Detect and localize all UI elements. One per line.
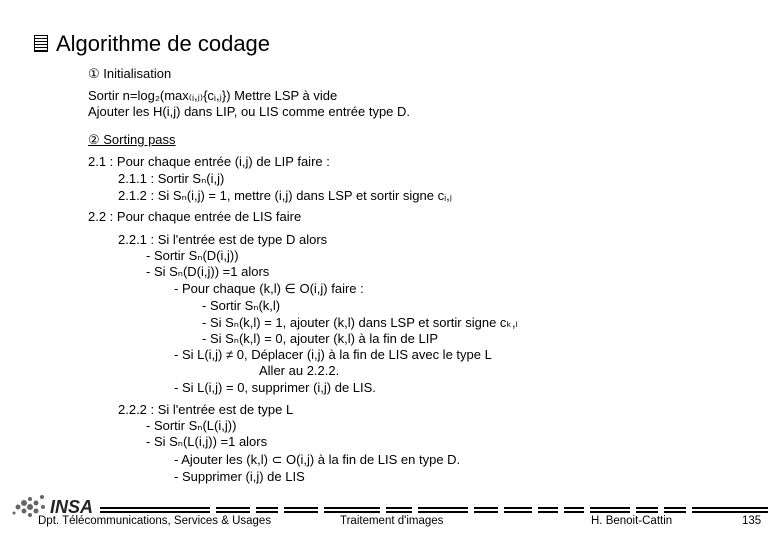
- footer-divider: [30, 507, 770, 513]
- text-line: - Si Sₙ(k,l) = 0, ajouter (k,l) à la fin de LIP: [202, 331, 439, 346]
- footer-course: Traitement d'images: [340, 515, 444, 527]
- section-sorting-pass: ② Sorting pass: [88, 132, 176, 147]
- page-title: [34, 31, 270, 57]
- text-line: - Si Sₙ(L(i,j)) =1 alors: [146, 434, 268, 449]
- text-line: - Si L(i,j) ≠ 0, Déplacer (i,j) à la fin de LIS avec le type L: [174, 347, 492, 362]
- text-line: - Sortir Sₙ(k,l): [202, 298, 281, 313]
- text-line: 2.2.1 : Si l'entrée est de type D alors: [118, 232, 328, 247]
- text-line: Aller au 2.2.2.: [259, 363, 340, 378]
- text-line: 2.1.1 : Sortir Sₙ(i,j): [118, 171, 225, 186]
- text-line: 2.2 : Pour chaque entrée de LIS faire: [88, 209, 302, 224]
- document-icon: [34, 35, 48, 52]
- text-line: Ajouter les H(i,j) dans LIP, ou LIS comme entrée type D.: [88, 104, 411, 119]
- text-line: 2.1 : Pour chaque entrée (i,j) de LIP faire :: [88, 154, 330, 169]
- page-number: 135: [742, 515, 762, 527]
- text-line: - Pour chaque (k,l) ∈ O(i,j) faire :: [174, 281, 364, 296]
- footer-department: Dpt. Télécommunications, Services & Usages: [38, 515, 272, 527]
- text-line: - Si Sₙ(D(i,j)) =1 alors: [146, 264, 270, 279]
- text-line: - Sortir Sₙ(L(i,j)): [146, 418, 237, 433]
- text-line: - Si Sₙ(k,l) = 1, ajouter (k,l) dans LSP et sortir signe cₖ,ₗ: [202, 315, 518, 330]
- text-line: - Si L(i,j) = 0, supprimer (i,j) de LIS.: [174, 380, 376, 395]
- text-line: 2.2.2 : Si l'entrée est de type L: [118, 402, 294, 417]
- text-line: - Supprimer (i,j) de LIS: [174, 469, 305, 484]
- section-initialisation: ① Initialisation: [88, 66, 172, 81]
- text-line: - Ajouter les (k,l) ⊂ O(i,j) à la fin de LIS en type D.: [174, 452, 461, 467]
- footer-author: H. Benoit-Cattin: [591, 515, 673, 527]
- text-line: Sortir n=log₂(max₍ᵢ,ⱼ₎{cᵢ,ⱼ}) Mettre LSP à vide: [88, 88, 338, 103]
- text-line: - Sortir Sₙ(D(i,j)): [146, 248, 239, 263]
- title-text: Algorithme de codage: [56, 31, 271, 56]
- logo-text: INSA: [50, 497, 94, 517]
- text-line: 2.1.2 : Si Sₙ(i,j) = 1, mettre (i,j) dans LSP et sortir signe cᵢ,ⱼ: [118, 188, 453, 203]
